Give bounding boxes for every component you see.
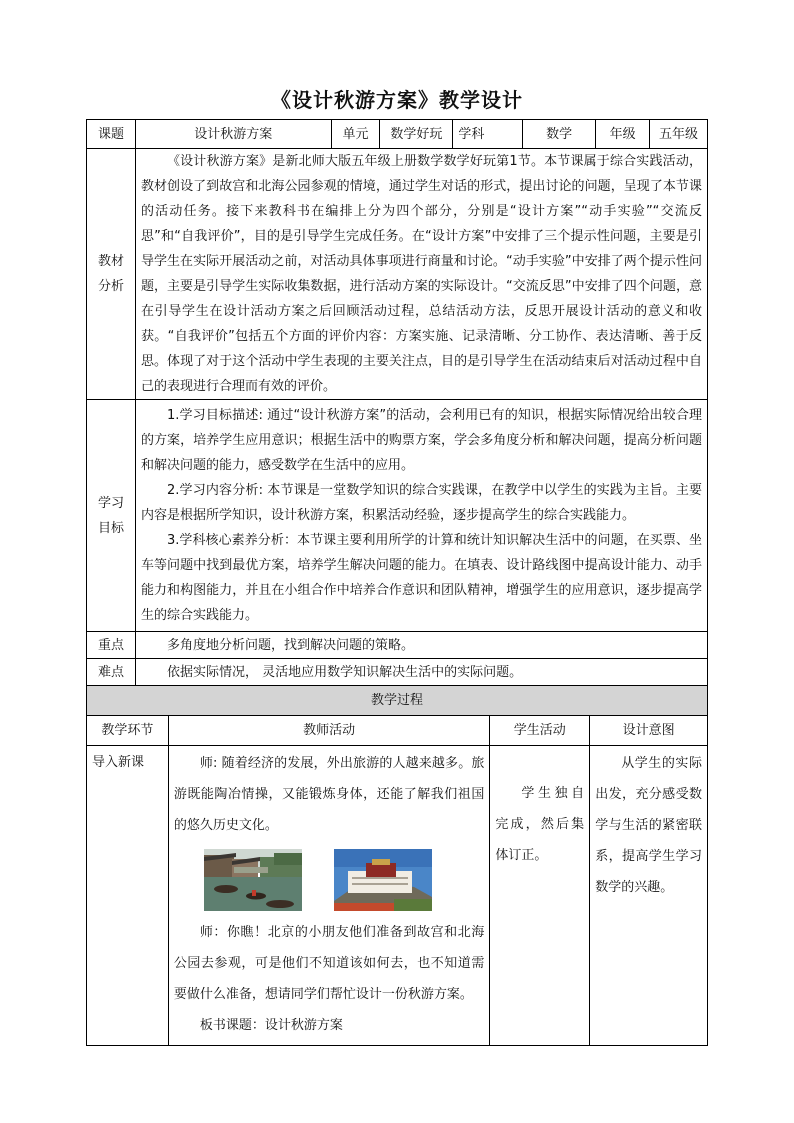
teaching-process-table <box>86 685 708 1046</box>
page-title: 《设计秋游方案》教学设计 <box>271 88 523 112</box>
teacher-paragraph-1: 师: 随着经济的发展，外出旅游的人越来越多。旅游既能陶冶情操，又能锻炼身体，还能了解我们祖国的悠久历史文化。 <box>173 756 485 833</box>
student-activity-cell: 学生独自完成，然后集体订正。 <box>490 746 590 1046</box>
header-row <box>87 120 708 149</box>
grade-value: 五年级 <box>650 120 708 149</box>
unit-label: 单元 <box>331 120 380 149</box>
column-header-student: 学生活动 <box>490 716 590 746</box>
objectives-label: 学习目标 <box>87 400 136 632</box>
process-row-intro <box>87 746 708 1046</box>
process-title: 教学过程 <box>87 686 708 716</box>
analysis-label: 教材分析 <box>87 149 136 400</box>
teacher-activity-cell <box>168 746 490 1046</box>
subject-value: 数学 <box>523 120 596 149</box>
teacher-paragraph-3: 板书课题：设计秋游方案 <box>199 1018 343 1033</box>
design-intent-cell: 从学生的实际出发，充分感受数学与生活的紧密联系，提高学生学习数学的兴趣。 <box>590 746 708 1046</box>
stage-cell: 导入新课 <box>87 746 169 1046</box>
key-point-text: 多角度地分析问题，找到解决问题的策略。 <box>135 632 707 659</box>
difficulty-text: 依据实际情况， 灵活地应用数学知识解决生活中的实际问题。 <box>135 659 707 686</box>
process-title-row <box>87 686 708 716</box>
process-header-row <box>87 716 708 746</box>
analysis-row <box>87 149 708 400</box>
lesson-info-table <box>86 119 708 686</box>
objective-item-1: 1.学习目标描述: 通过“设计秋游方案”的活动，会利用已有的知识，根据实际情况给出较合理的方案，培养学生应用意识；根据生活中的购票方案，学会多角度分析和解决问题，提高分析问题和解决问题的能力，感受数学在生活中的应用。 <box>140 408 702 473</box>
objectives-cell <box>135 400 707 632</box>
key-point-row <box>87 632 708 659</box>
difficulty-label: 难点 <box>87 659 136 686</box>
objective-item-3: 3.学科核心素养分析：本节课主要利用所学的计算和统计知识解决生活中的问题，在买票、坐车等问题中找到最优方案，培养学生解决问题的能力。在填表、设计路线图中提高设计能力、动手能力和构图能力，并且在小组合作中培养合作意识和团队精神，增强学生的应用意识，逐步提高学生的综合实践能力。 <box>140 533 702 623</box>
column-header-intent: 设计意图 <box>590 716 708 746</box>
water-town-photo <box>204 849 302 911</box>
teacher-paragraph-2: 师：你瞧！北京的小朋友他们准备到故宫和北海公园去参观，可是他们不知道该如何去，也不知道需要做什么准备，想请同学们帮忙设计一份秋游方案。 <box>173 925 485 1002</box>
difficulty-row <box>87 659 708 686</box>
analysis-text: 《设计秋游方案》是新北师大版五年级上册数学数学好玩第1节。本节课属于综合实践活动，教材创设了到故宫和北海公园参观的情境，通过学生对话的形式，提出讨论的问题，呈现了本节课的活动任务。接下来教科书在编排上分为四个部分，分别是“设计方案”“动手实验”“交流反思”和“自我评价”，目的是引导学生完成任务。在“设计方案”中安排了三个提示性问题，主要是引导学生在实际开展活动之前，对活动具体事项进行商量和讨论。“动手实验”中安排了两个提示性问题，主要是引导学生实际收集数据，进行活动方案的实际设计。“交流反思”中安排了四个问题，意在引导学生在设计活动方案之后回顾活动过程，总结活动方法，反思开展设计活动的意义和收获。“自我评价”包括五个方面的评价内容：方案实施、记录清晰、分工协作、表达清晰、善于反思。体现了对于这个活动中学生表现的主要关注点，目的是引导学生在活动结束后对活动过程中自己的表现进行合理而有效的评价。 <box>135 149 707 400</box>
key-point-label: 重点 <box>87 632 136 659</box>
topic-label: 课题 <box>87 120 136 149</box>
objectives-row <box>87 400 708 632</box>
grade-label: 年级 <box>596 120 650 149</box>
objective-item-2: 2.学习内容分析: 本节课是一堂数学知识的综合实践课，在教学中以学生的实践为主旨。主要内容是根据所学知识，设计秋游方案，积累活动经验，逐步提高学生的综合实践能力。 <box>140 483 702 523</box>
column-header-teacher: 教师活动 <box>168 716 490 746</box>
unit-value: 数学好玩 <box>380 120 453 149</box>
topic-value: 设计秋游方案 <box>135 120 331 149</box>
image-row <box>174 841 485 917</box>
potala-palace-photo <box>334 849 432 911</box>
subject-label: 学科 <box>453 120 523 149</box>
column-header-stage: 教学环节 <box>87 716 169 746</box>
